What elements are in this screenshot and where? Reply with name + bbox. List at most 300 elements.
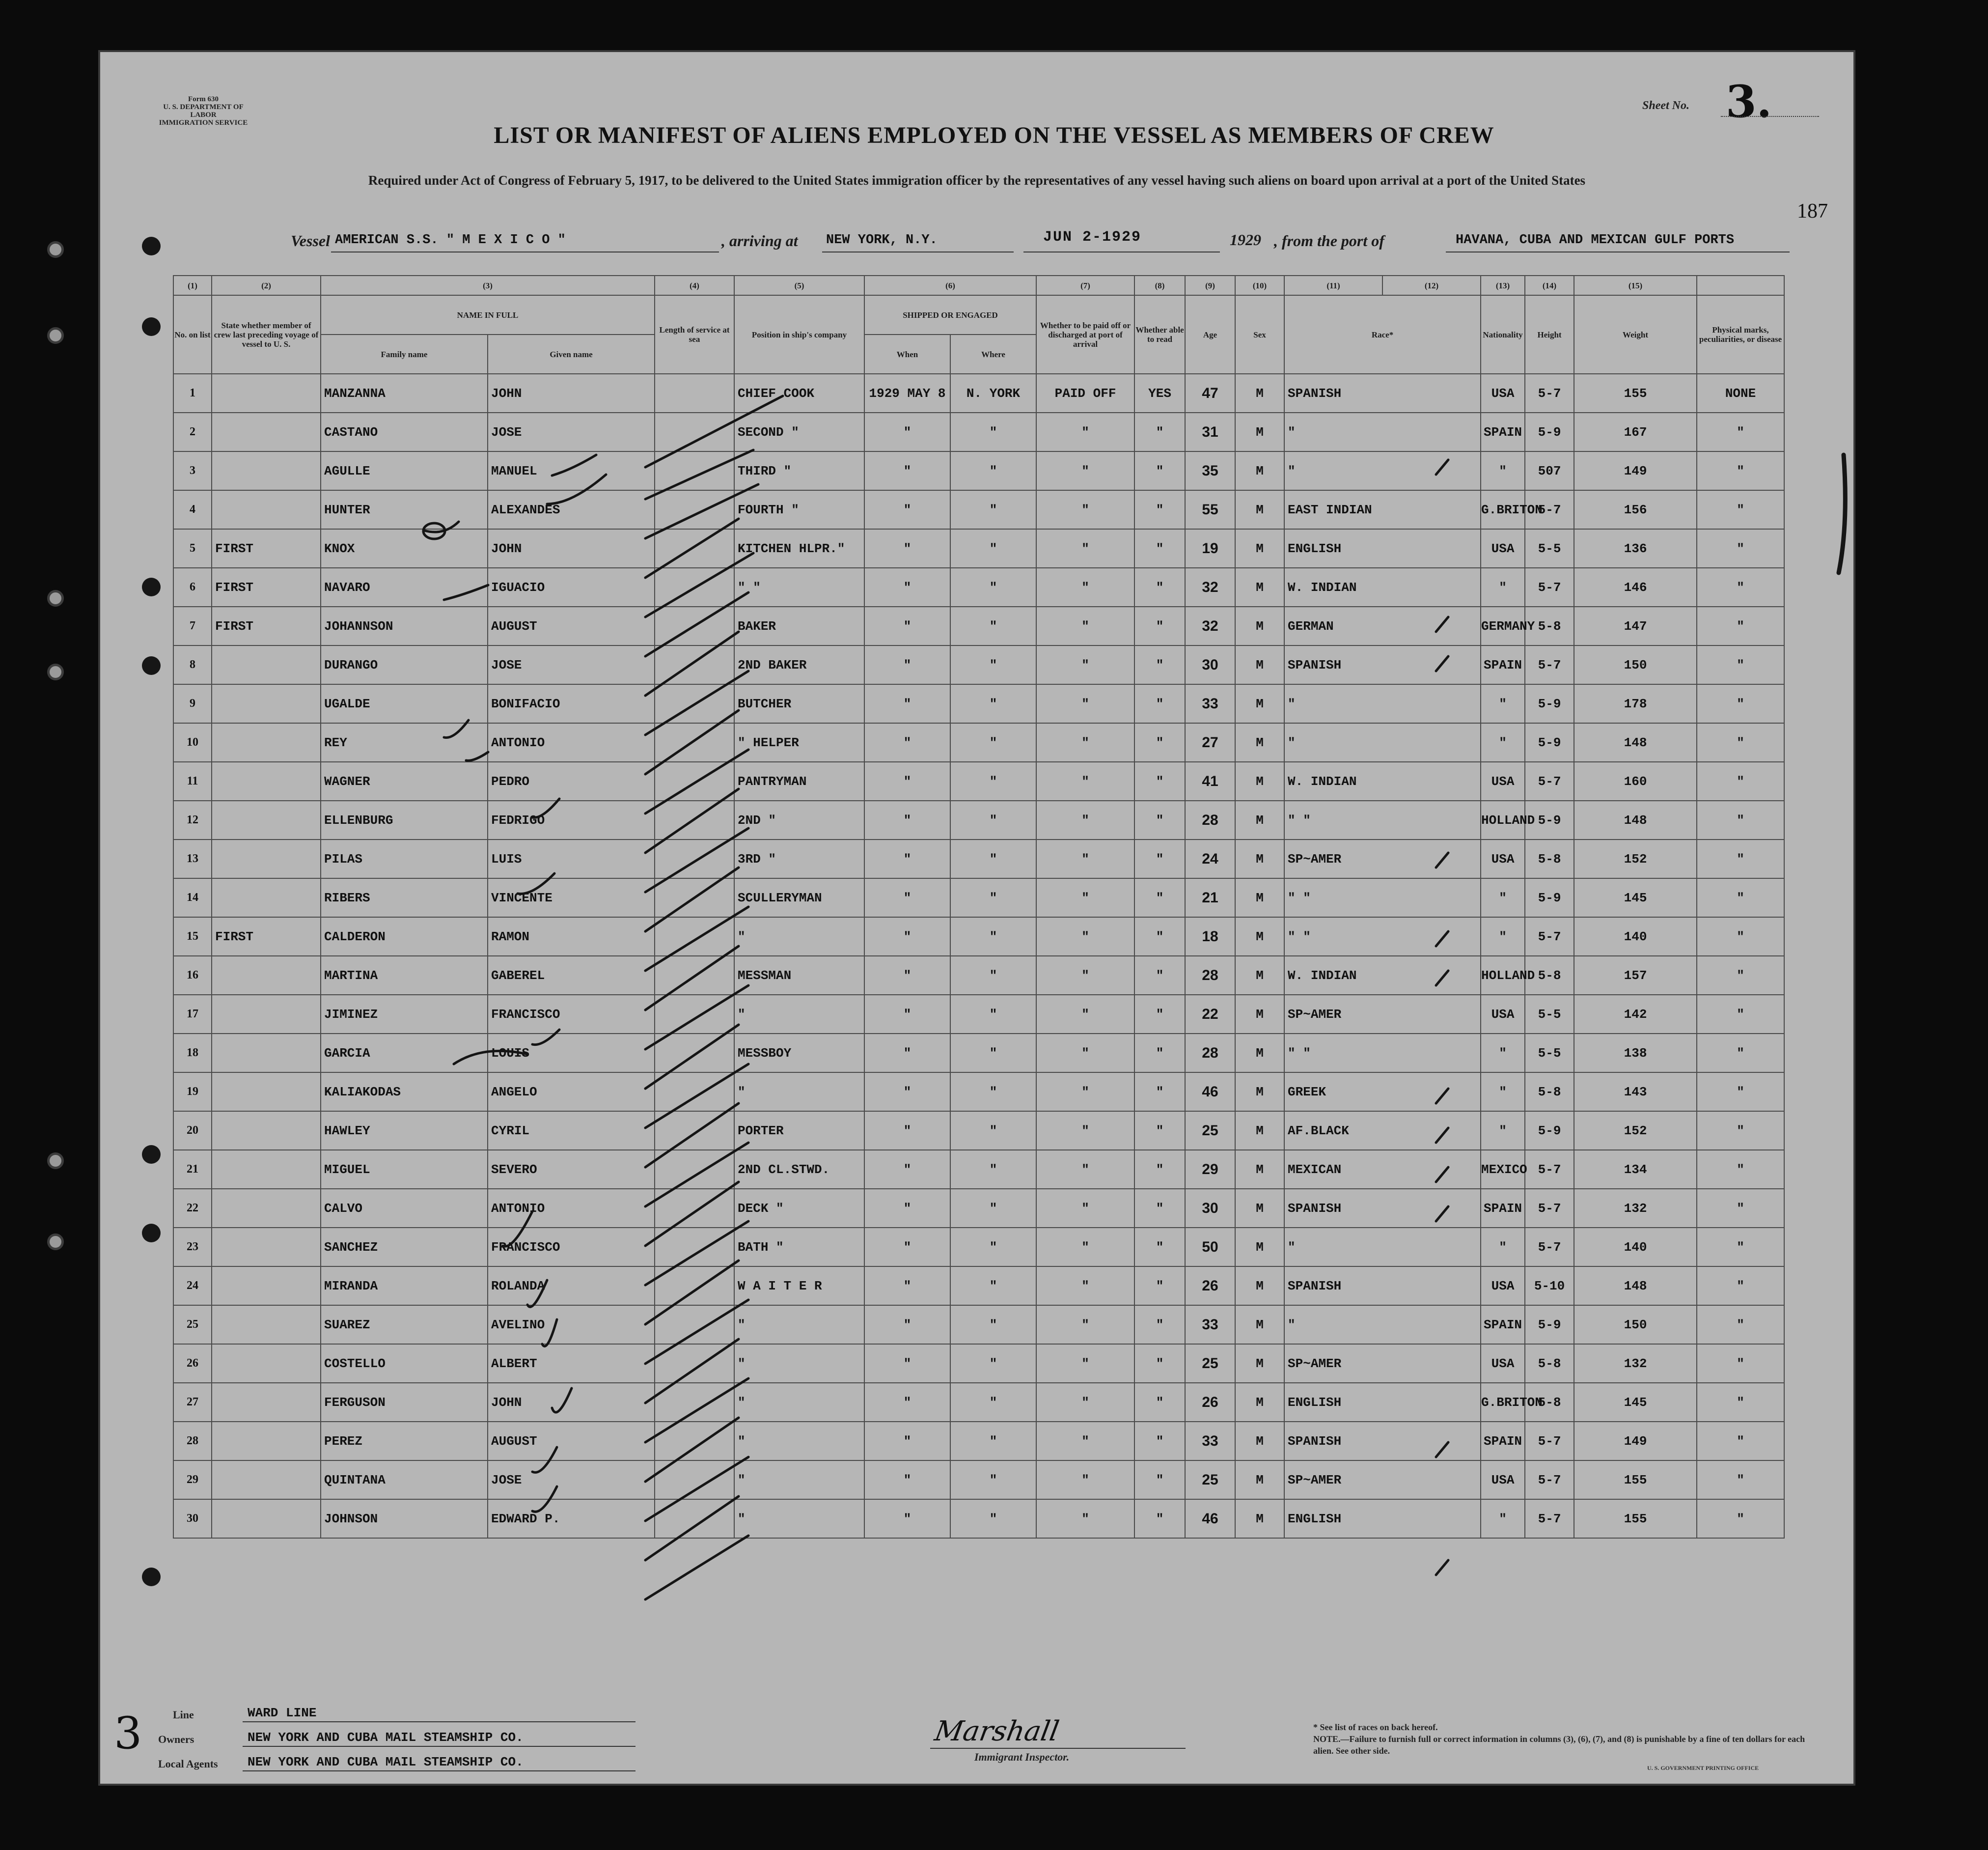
col-num-2: (2) [212, 276, 321, 295]
able-read-cell: " [1134, 568, 1185, 607]
margin-scribble [1839, 455, 1845, 573]
physical-marks-cell: " [1697, 956, 1784, 995]
header-name-in-full: NAME IN FULL [321, 295, 655, 335]
physical-marks-cell: " [1697, 1228, 1784, 1266]
able-read-cell: " [1134, 801, 1185, 840]
weight-cell: 150 [1574, 1305, 1697, 1344]
row-number: 20 [173, 1111, 212, 1150]
row-number: 14 [173, 878, 212, 917]
given-name-cell: ANGELO [488, 1072, 655, 1111]
nationality-cell: SPAIN [1481, 1422, 1525, 1460]
tally-stroke [645, 1221, 748, 1285]
row-number: 1 [173, 374, 212, 413]
margin-number: 3 [114, 1708, 142, 1759]
height-cell: 5-7 [1525, 490, 1574, 529]
position-cell: 2ND CL.STWD. [734, 1150, 864, 1189]
nationality-cell: " [1481, 1034, 1525, 1072]
able-read-cell: " [1134, 1189, 1185, 1228]
nationality-cell: " [1481, 451, 1525, 490]
family-name-cell: AGULLE [321, 451, 488, 490]
family-name-cell: QUINTANA [321, 1460, 488, 1499]
paid-off-cell: " [1036, 762, 1134, 801]
form-service: IMMIGRATION SERVICE [159, 119, 248, 127]
paid-off-cell: " [1036, 568, 1134, 607]
physical-marks-cell: " [1697, 607, 1784, 645]
where-cell: " [950, 645, 1036, 684]
where-cell: " [950, 762, 1036, 801]
height-cell: 5-9 [1525, 684, 1574, 723]
physical-marks-cell: " [1697, 1499, 1784, 1538]
when-cell: 1929 MAY 8 [864, 374, 950, 413]
check-mark [503, 1211, 532, 1246]
col-num-1: (1) [173, 276, 212, 295]
race-cell: ENGLISH [1284, 529, 1481, 568]
where-cell: " [950, 1305, 1036, 1344]
height-cell: 5-7 [1525, 374, 1574, 413]
tally-stroke [645, 553, 753, 617]
age-cell: 30 [1185, 645, 1235, 684]
physical-marks-cell: " [1697, 568, 1784, 607]
able-read-cell: " [1134, 684, 1185, 723]
sex-cell: M [1235, 1189, 1284, 1228]
paid-off-cell: " [1036, 956, 1134, 995]
given-name-cell: VINCENTE [488, 878, 655, 917]
when-cell: " [864, 1499, 950, 1538]
position-cell: " [734, 1499, 864, 1538]
paid-off-cell: " [1036, 1111, 1134, 1150]
header-race: Race* [1284, 295, 1481, 374]
height-cell: 5-7 [1525, 1422, 1574, 1460]
paid-off-cell: " [1036, 1460, 1134, 1499]
age-cell: 29 [1185, 1150, 1235, 1189]
where-cell: " [950, 801, 1036, 840]
height-cell: 5-9 [1525, 723, 1574, 762]
height-cell: 5-9 [1525, 1305, 1574, 1344]
nationality-cell: HOLLAND [1481, 801, 1525, 840]
nationality-cell: MEXICO [1481, 1150, 1525, 1189]
weight-cell: 143 [1574, 1072, 1697, 1111]
able-read-cell: " [1134, 878, 1185, 917]
race-cell: SP~AMER [1284, 1460, 1481, 1499]
height-cell: 5-7 [1525, 568, 1574, 607]
tally-stroke [645, 1536, 748, 1599]
form-department: U. S. DEPARTMENT OF LABOR [163, 103, 244, 119]
weight-cell: 145 [1574, 878, 1697, 917]
nationality-cell: USA [1481, 840, 1525, 878]
tally-stroke [645, 671, 748, 735]
when-cell: " [864, 1422, 950, 1460]
given-name-cell: ALEXANDES [488, 490, 655, 529]
nationality-cell: USA [1481, 529, 1525, 568]
when-cell: " [864, 568, 950, 607]
weight-cell: 140 [1574, 1228, 1697, 1266]
given-name-cell: CYRIL [488, 1111, 655, 1150]
age-cell: 35 [1185, 451, 1235, 490]
physical-marks-cell: " [1697, 413, 1784, 451]
printing-office: U. S. GOVERNMENT PRINTING OFFICE [1647, 1765, 1759, 1771]
age-cell: 33 [1185, 1305, 1235, 1344]
weight-cell: 136 [1574, 529, 1697, 568]
paid-off-cell: " [1036, 1034, 1134, 1072]
row-number: 4 [173, 490, 212, 529]
tick-mark [1436, 1128, 1448, 1143]
given-name-cell: ROLANDA [488, 1266, 655, 1305]
when-cell: " [864, 1150, 950, 1189]
age-cell: 30 [1185, 1189, 1235, 1228]
tick-mark [1436, 971, 1448, 985]
header-where: Where [950, 335, 1036, 374]
check-mark [466, 752, 488, 760]
row-number: 29 [173, 1460, 212, 1499]
able-read-cell: " [1134, 956, 1185, 995]
sex-cell: M [1235, 568, 1284, 607]
race-cell: W. INDIAN [1284, 568, 1481, 607]
paid-off-cell: " [1036, 840, 1134, 878]
header-when: When [864, 335, 950, 374]
able-read-cell: " [1134, 645, 1185, 684]
able-read-cell: " [1134, 995, 1185, 1034]
row-number: 23 [173, 1228, 212, 1266]
nationality-cell: " [1481, 684, 1525, 723]
age-cell: 41 [1185, 762, 1235, 801]
age-cell: 31 [1185, 413, 1235, 451]
check-mark [547, 475, 606, 504]
race-cell: ENGLISH [1284, 1499, 1481, 1538]
sex-cell: M [1235, 1150, 1284, 1189]
when-cell: " [864, 413, 950, 451]
sex-cell: M [1235, 1034, 1284, 1072]
sex-cell: M [1235, 645, 1284, 684]
tick-mark [1436, 1089, 1448, 1103]
row-number: 16 [173, 956, 212, 995]
sex-cell: M [1235, 1228, 1284, 1266]
col-num-12: (12) [1382, 276, 1481, 295]
physical-marks-cell: " [1697, 1072, 1784, 1111]
when-cell: " [864, 995, 950, 1034]
row-number: 25 [173, 1305, 212, 1344]
row-number: 15 [173, 917, 212, 956]
given-name-cell: RAMON [488, 917, 655, 956]
nationality-cell: " [1481, 1072, 1525, 1111]
manifest-footer [100, 1619, 1853, 1776]
tick-mark [1436, 460, 1448, 475]
agents-value: NEW YORK AND CUBA MAIL STEAMSHIP CO. [248, 1755, 524, 1769]
weight-cell: 149 [1574, 1422, 1697, 1460]
age-cell: 25 [1185, 1460, 1235, 1499]
header-family-name: Family name [321, 335, 488, 374]
able-read-cell: " [1134, 1228, 1185, 1266]
state-cell: FIRST [212, 607, 321, 645]
physical-marks-cell: NONE [1697, 374, 1784, 413]
height-cell: 5-8 [1525, 840, 1574, 878]
race-cell: W. INDIAN [1284, 762, 1481, 801]
tick-mark [1436, 931, 1448, 946]
sex-cell: M [1235, 723, 1284, 762]
height-cell: 507 [1525, 451, 1574, 490]
physical-marks-cell: " [1697, 1383, 1784, 1422]
tally-stroke [645, 1457, 748, 1521]
able-read-cell: " [1134, 1266, 1185, 1305]
position-cell: DECK " [734, 1189, 864, 1228]
race-cell: SPANISH [1284, 1266, 1481, 1305]
when-cell: " [864, 1072, 950, 1111]
family-name-cell: PEREZ [321, 1422, 488, 1460]
race-cell: " " [1284, 917, 1481, 956]
height-cell: 5-5 [1525, 529, 1574, 568]
able-read-cell: " [1134, 762, 1185, 801]
position-cell: " [734, 1305, 864, 1344]
paid-off-cell: " [1036, 607, 1134, 645]
age-cell: 22 [1185, 995, 1235, 1034]
punch-ring [47, 590, 64, 607]
where-cell: " [950, 1034, 1036, 1072]
when-cell: " [864, 1266, 950, 1305]
height-cell: 5-5 [1525, 1034, 1574, 1072]
race-cell: SPANISH [1284, 645, 1481, 684]
given-name-cell: BONIFACIO [488, 684, 655, 723]
weight-cell: 149 [1574, 451, 1697, 490]
col-num-5: (5) [734, 276, 864, 295]
line-value: WARD LINE [248, 1706, 317, 1720]
sheet-label: Sheet No. [1642, 99, 1689, 112]
given-name-cell: GABEREL [488, 956, 655, 995]
col-num-4: (4) [655, 276, 734, 295]
nationality-cell: SPAIN [1481, 1189, 1525, 1228]
punch-ring [47, 664, 64, 680]
paid-off-cell: " [1036, 684, 1134, 723]
weight-cell: 138 [1574, 1034, 1697, 1072]
given-name-cell: JOHN [488, 1383, 655, 1422]
height-cell: 5-9 [1525, 1111, 1574, 1150]
physical-marks-cell: " [1697, 684, 1784, 723]
family-name-cell: UGALDE [321, 684, 488, 723]
given-name-cell: FRANCISCO [488, 1228, 655, 1266]
weight-cell: 155 [1574, 1460, 1697, 1499]
check-mark [552, 455, 596, 476]
paid-off-cell: " [1036, 1383, 1134, 1422]
row-number: 6 [173, 568, 212, 607]
col-num-13: (13) [1481, 276, 1525, 295]
position-cell: " HELPER [734, 723, 864, 762]
physical-marks-cell: " [1697, 723, 1784, 762]
where-cell: N. YORK [950, 374, 1036, 413]
nationality-cell: USA [1481, 762, 1525, 801]
sex-cell: M [1235, 917, 1284, 956]
tally-stroke [645, 450, 753, 499]
where-cell: " [950, 1111, 1036, 1150]
col-num-11: (11) [1284, 276, 1382, 295]
sex-cell: M [1235, 1383, 1284, 1422]
race-cell: ENGLISH [1284, 1383, 1481, 1422]
weight-cell: 155 [1574, 374, 1697, 413]
height-cell: 5-8 [1525, 956, 1574, 995]
col-num-15: (15) [1574, 276, 1697, 295]
tally-stroke [645, 750, 748, 813]
page-title: LIST OR MANIFEST OF ALIENS EMPLOYED ON THE VESSEL AS MEMBERS OF CREW [494, 122, 1494, 148]
header-no-on-list: No. on list [173, 295, 212, 374]
weight-cell: 178 [1574, 684, 1697, 723]
race-cell: " [1284, 684, 1481, 723]
given-name-cell: ANTONIO [488, 1189, 655, 1228]
when-cell: " [864, 840, 950, 878]
row-number: 2 [173, 413, 212, 451]
when-cell: " [864, 1111, 950, 1150]
weight-cell: 132 [1574, 1344, 1697, 1383]
when-cell: " [864, 1383, 950, 1422]
row-number: 10 [173, 723, 212, 762]
weight-cell: 157 [1574, 956, 1697, 995]
height-cell: 5-7 [1525, 1189, 1574, 1228]
tally-stroke [645, 1378, 748, 1442]
age-cell: 32 [1185, 607, 1235, 645]
form-number: Form 630 [188, 95, 219, 103]
given-name-cell: EDWARD P. [488, 1499, 655, 1538]
family-name-cell: COSTELLO [321, 1344, 488, 1383]
family-name-cell: KALIAKODAS [321, 1072, 488, 1111]
paid-off-cell: " [1036, 917, 1134, 956]
family-name-cell: HUNTER [321, 490, 488, 529]
where-cell: " [950, 1150, 1036, 1189]
position-cell: PANTRYMAN [734, 762, 864, 801]
nationality-cell: SPAIN [1481, 645, 1525, 684]
sex-cell: M [1235, 451, 1284, 490]
physical-marks-cell: " [1697, 1034, 1784, 1072]
race-cell: SPANISH [1284, 1189, 1481, 1228]
given-name-cell: FEDRIGO [488, 801, 655, 840]
paid-off-cell: " [1036, 451, 1134, 490]
age-cell: 28 [1185, 801, 1235, 840]
sex-cell: M [1235, 1460, 1284, 1499]
when-cell: " [864, 917, 950, 956]
position-cell: 2ND " [734, 801, 864, 840]
line-underline [243, 1721, 635, 1722]
given-name-cell: FRANCISCO [488, 995, 655, 1034]
where-cell: " [950, 840, 1036, 878]
where-cell: " [950, 1499, 1036, 1538]
height-cell: 5-7 [1525, 645, 1574, 684]
paid-off-cell: " [1036, 1150, 1134, 1189]
check-mark [518, 873, 554, 894]
when-cell: " [864, 762, 950, 801]
when-cell: " [864, 1189, 950, 1228]
height-cell: 5-7 [1525, 1228, 1574, 1266]
state-cell: FIRST [212, 529, 321, 568]
race-cell: SPANISH [1284, 374, 1481, 413]
position-cell: THIRD " [734, 451, 864, 490]
given-name-cell: PEDRO [488, 762, 655, 801]
check-mark [444, 720, 469, 738]
where-cell: " [950, 607, 1036, 645]
able-read-cell: " [1134, 413, 1185, 451]
position-cell: BATH " [734, 1228, 864, 1266]
physical-marks-cell: " [1697, 762, 1784, 801]
height-cell: 5-7 [1525, 1499, 1574, 1538]
given-name-cell: JOSE [488, 413, 655, 451]
manifest-sheet [98, 50, 1855, 1786]
physical-marks-cell: " [1697, 451, 1784, 490]
weight-cell: 142 [1574, 995, 1697, 1034]
given-name-cell: AUGUST [488, 607, 655, 645]
paid-off-cell: PAID OFF [1036, 374, 1134, 413]
race-cell: " " [1284, 801, 1481, 840]
from-port-value: HAVANA, CUBA AND MEXICAN GULF PORTS [1456, 233, 1735, 248]
family-name-cell: WAGNER [321, 762, 488, 801]
family-name-cell: JOHNSON [321, 1499, 488, 1538]
col-num-6: (6) [864, 276, 1036, 295]
nationality-cell: G.BRITON [1481, 490, 1525, 529]
given-name-cell: SEVERO [488, 1150, 655, 1189]
paid-off-cell: " [1036, 1072, 1134, 1111]
physical-marks-cell: " [1697, 840, 1784, 878]
age-cell: 26 [1185, 1266, 1235, 1305]
given-name-cell: AUGUST [488, 1422, 655, 1460]
arrival-port: NEW YORK, N.Y. [826, 233, 938, 248]
when-cell: " [864, 1344, 950, 1383]
arriving-label: , arriving at [721, 232, 798, 250]
sex-cell: M [1235, 1072, 1284, 1111]
weight-cell: 152 [1574, 1111, 1697, 1150]
row-number: 27 [173, 1383, 212, 1422]
position-cell: BUTCHER [734, 684, 864, 723]
position-cell: " [734, 1422, 864, 1460]
height-cell: 5-8 [1525, 607, 1574, 645]
row-number: 22 [173, 1189, 212, 1228]
height-cell: 5-7 [1525, 1460, 1574, 1499]
age-cell: 28 [1185, 956, 1235, 995]
nationality-cell: USA [1481, 1460, 1525, 1499]
physical-marks-cell: " [1697, 1460, 1784, 1499]
row-number: 8 [173, 645, 212, 684]
position-cell: FOURTH " [734, 490, 864, 529]
age-cell: 24 [1185, 840, 1235, 878]
height-cell: 5-9 [1525, 413, 1574, 451]
age-cell: 46 [1185, 1499, 1235, 1538]
row-number: 12 [173, 801, 212, 840]
sheet-number: 3. [1726, 76, 1772, 128]
when-cell: " [864, 1228, 950, 1266]
sex-cell: M [1235, 1499, 1284, 1538]
weight-cell: 145 [1574, 1383, 1697, 1422]
able-read-cell: " [1134, 1072, 1185, 1111]
inspector-label: Immigrant Inspector. [974, 1751, 1070, 1763]
sex-cell: M [1235, 840, 1284, 878]
state-cell: FIRST [212, 917, 321, 956]
race-cell: " " [1284, 1034, 1481, 1072]
given-name-cell: IGUACIO [488, 568, 655, 607]
row-number: 9 [173, 684, 212, 723]
able-read-cell: " [1134, 490, 1185, 529]
tally-stroke [645, 1064, 748, 1128]
sex-cell: M [1235, 995, 1284, 1034]
header-state-whether: State whether member of crew last preceding voyage of vessel to U. S. [212, 295, 321, 374]
height-cell: 5-7 [1525, 917, 1574, 956]
race-cell: SP~AMER [1284, 840, 1481, 878]
dash-mark [454, 1051, 527, 1064]
age-cell: 28 [1185, 1034, 1235, 1072]
check-mark [532, 1030, 559, 1045]
weight-cell: 156 [1574, 490, 1697, 529]
race-cell: " [1284, 413, 1481, 451]
race-cell: " [1284, 1228, 1481, 1266]
position-cell: " [734, 1383, 864, 1422]
row-number: 30 [173, 1499, 212, 1538]
nationality-cell: " [1481, 917, 1525, 956]
physical-marks-cell: " [1697, 801, 1784, 840]
family-name-cell: ELLENBURG [321, 801, 488, 840]
race-cell: MEXICAN [1284, 1150, 1481, 1189]
family-name-cell: CALVO [321, 1189, 488, 1228]
header-physical-marks: Physical marks, peculiarities, or disease [1697, 295, 1784, 374]
